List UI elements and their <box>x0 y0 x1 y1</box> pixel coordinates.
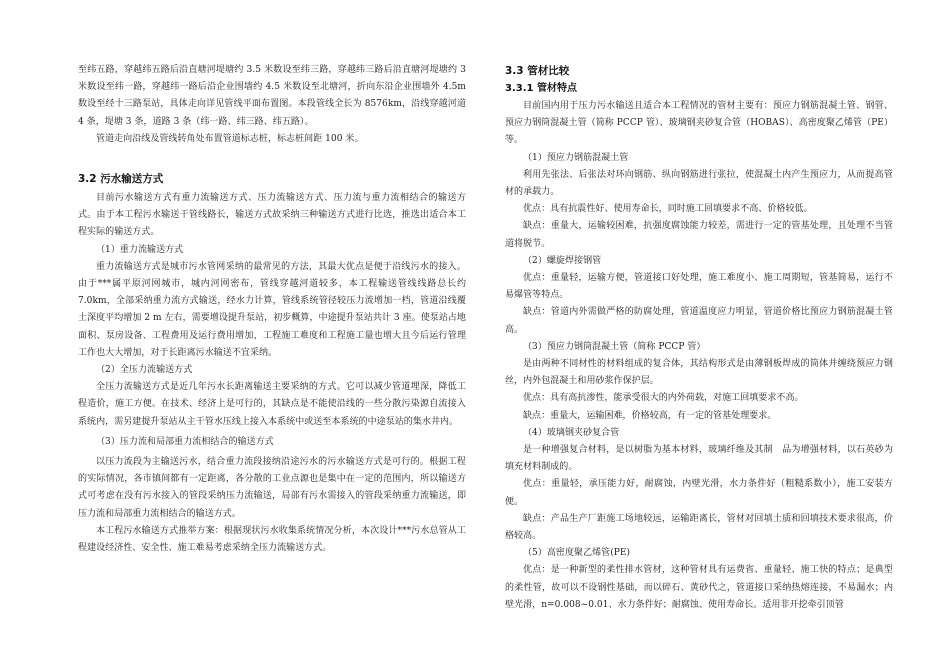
subheading-gravity-flow: （1）重力流输送方式 <box>96 244 184 255</box>
subheading-combined-flow: （3）压力流和局部重力流相结合的输送方式 <box>96 436 274 447</box>
paragraph-frp-cons: 缺点：产品生产厂距施工场地较远，运输距离长，管材对回填土质和回填技术要求很高，价格较高。 <box>505 513 893 542</box>
paragraph-prestressed-concrete-desc: 利用先张法、后张法对环向钢筋、纵向钢筋进行张拉，使混凝土内产生预应力，从而提高管材的承载力。 <box>505 169 893 198</box>
paragraph-transport-intro: 目前污水输送方式有重力流输送方式、压力流输送方式、压力流与重力流相结合的输送方式。由于本工程污水输送干管线路长，输送方式故采纳三种输送方式进行比选，推选出适合本工程实际的输送方式。 <box>78 193 466 238</box>
paragraph-frp-pros: 优点：重量轻，承压能力好，耐腐蚀，内壁光滑，水力条件好（粗糙系数小），施工安装方便。 <box>505 479 893 507</box>
paragraph-spiral-steel-pros: 优点：重量轻，运输方便，管道接口好处理，施工难度小、施工周期短，管基简易，运行不易爆管等特点。 <box>505 273 893 301</box>
section-heading-3-3-1: 3.3.1 管材特点 <box>505 83 577 94</box>
paragraph-pccp-pros: 优点：具有高抗渗性，能承受很大的内外荷载，对施工回填要求不高。 <box>523 393 804 404</box>
paragraph-hdpe-pros: 优点：是一种新型的柔性排水管材，这种管材具有运费省、重量轻、施工快的特点；是典型的柔性管，故可以不设钢性基础，而以碎石、黄砂代之，管道接口采纳热熔连接，不易漏水；内壁光滑，n=0.008~0.01、水力条件好；耐腐蚀、使用寿命长。适用非开挖牵引顶管 <box>505 565 893 610</box>
subheading-pccp-pipe: （3）预应力钢筒混凝土管（简称 PCCP 管） <box>523 341 706 352</box>
paragraph-pccp-cons: 缺点：重量大，运输困难，价格较高，有一定的管基处理要求。 <box>523 410 777 421</box>
paragraph-pccp-desc: 是由两种不同材性的材料组成的复合体，其结构形式是由薄钢板焊成的筒体并缠绕预应力钢丝，内外包混凝土和用砂浆作保护层。 <box>505 359 893 387</box>
paragraph-route-description: 至纬五路，穿越纬五路后沿直塘河堤塘约 3.5 米数设至纬三路，穿越纬三路后沿直塘河堤塘约 3 米数设至纬一路，穿越纬一路后沿企业围墙约 4.5 米数设至北塘河，折向东沿企业围墙外 4.5m 数设至经十三路泵站，具体走向详见管线平面布置图。本段管线全长为 8576km，沿线穿越河道 4 条，堤塘 3 条，道路 3 条（纬一路、纬三路、纬五路）。 <box>78 65 466 127</box>
subheading-prestressed-concrete-pipe: （1）预应力钢筋混凝土管 <box>523 152 629 163</box>
paragraph-gravity-flow: 重力流输送方式是城市污水管网采纳的最常见的方法，其最大优点是便于沿线污水的接入。由于***属平原河网城市，城内河网密布，管线穿越河道较多，本工程输送管线线路总长约 7.0km，全部采纳重力流方式输送，经水力计算，管线系统管径较压力流增加一档，管道沿线覆土深度平均增加 2 m 左右，需要增设提升泵站，初步概算，中途提升泵站共计 3 座。使泵站占地面积、泵房设备、工程费用及运行费用增加，工程施工难度和工程施工量也增大且今后运行管理工作也大大增加，对于长距离污水输送不宜采纳。 <box>78 261 466 358</box>
right-column <box>505 62 893 614</box>
paragraph-recommended-scheme: 本工程污水输送方式推举方案：根据现状污水收集系统情况分析，本次设计***污水总管从工程建设经济性、安全性、施工难易考虑采纳全压力流输送方式。 <box>78 525 466 554</box>
paragraph-pipe-materials-intro: 目前国内用于压力污水输送且适合本工程情况的管材主要有：预应力钢筋混凝土管、钢管、预应力钢筒混凝土管（简称 PCCP 管）、玻璃钢夹砂复合管（HOBAS）、高密度聚乙烯管（PE）等。 <box>505 101 893 146</box>
subheading-hdpe-pipe: （5）高密度聚乙烯管(PE) <box>523 548 631 559</box>
left-column <box>78 62 466 557</box>
paragraph-combined-flow: 以压力流段为主输送污水，结合重力流段接纳沿途污水的污水输送方式是可行的。根据工程的实际情况，各市镇间都有一定距离，各分散的工业点源也是集中在一定的范围内，所以输送方式可考虑在没有污水接入的管段采纳压力流输送，局部有污水需接入的管段采纳重力流输送，即压力流和局部重力流相结合的输送方式。 <box>78 457 466 519</box>
section-heading-3-2: 3.2 污水输送方式 <box>78 173 164 186</box>
subheading-frp-sand-pipe: （4）玻璃钢夹砂复合管 <box>523 427 620 438</box>
paragraph-marker-piles: 管道走向沿线及管线转角处布置管道标志桩，标志桩间距 100 米。 <box>96 133 364 144</box>
subheading-spiral-steel-pipe: （2）螺旋焊接钢管 <box>523 255 602 266</box>
paragraph-spiral-steel-cons: 缺点：管道内外需做严格的防腐处理，管道温度应力明显，管道价格比预应力钢筋混凝土管高。 <box>505 307 893 335</box>
paragraph-prestressed-concrete-cons: 缺点：重量大，运输较困难，抗强度腐蚀能力较差，需进行一定的管基处理，且处理不当管道将脱节。 <box>505 221 893 249</box>
paragraph-frp-desc: 是一种增强复合材料，是以树脂为基本材料，玻璃纤维及其制 品为增强材料，以石英砂为填充材料制成的。 <box>505 445 893 473</box>
paragraph-pressure-flow: 全压力流输送方式是近几年污水长距离输送主要采纳的方式。它可以减少管道埋深，降低工程造价，施工方便。在技术、经济上是可行的，其缺点是不能使沿线的一些分散污染源自流接入系统内，需另建提升泵站从主干管水压线上接入本系统中或送至本系统的中途泵站的集水井内。 <box>78 382 466 427</box>
subheading-pressure-flow: （2）全压力流输送方式 <box>96 365 193 376</box>
paragraph-prestressed-concrete-pros: 优点：具有抗震性好、使用寿命长，同时施工回填要求不高、价格较低。 <box>523 204 813 215</box>
section-heading-3-3: 3.3 管材比较 <box>505 65 570 77</box>
